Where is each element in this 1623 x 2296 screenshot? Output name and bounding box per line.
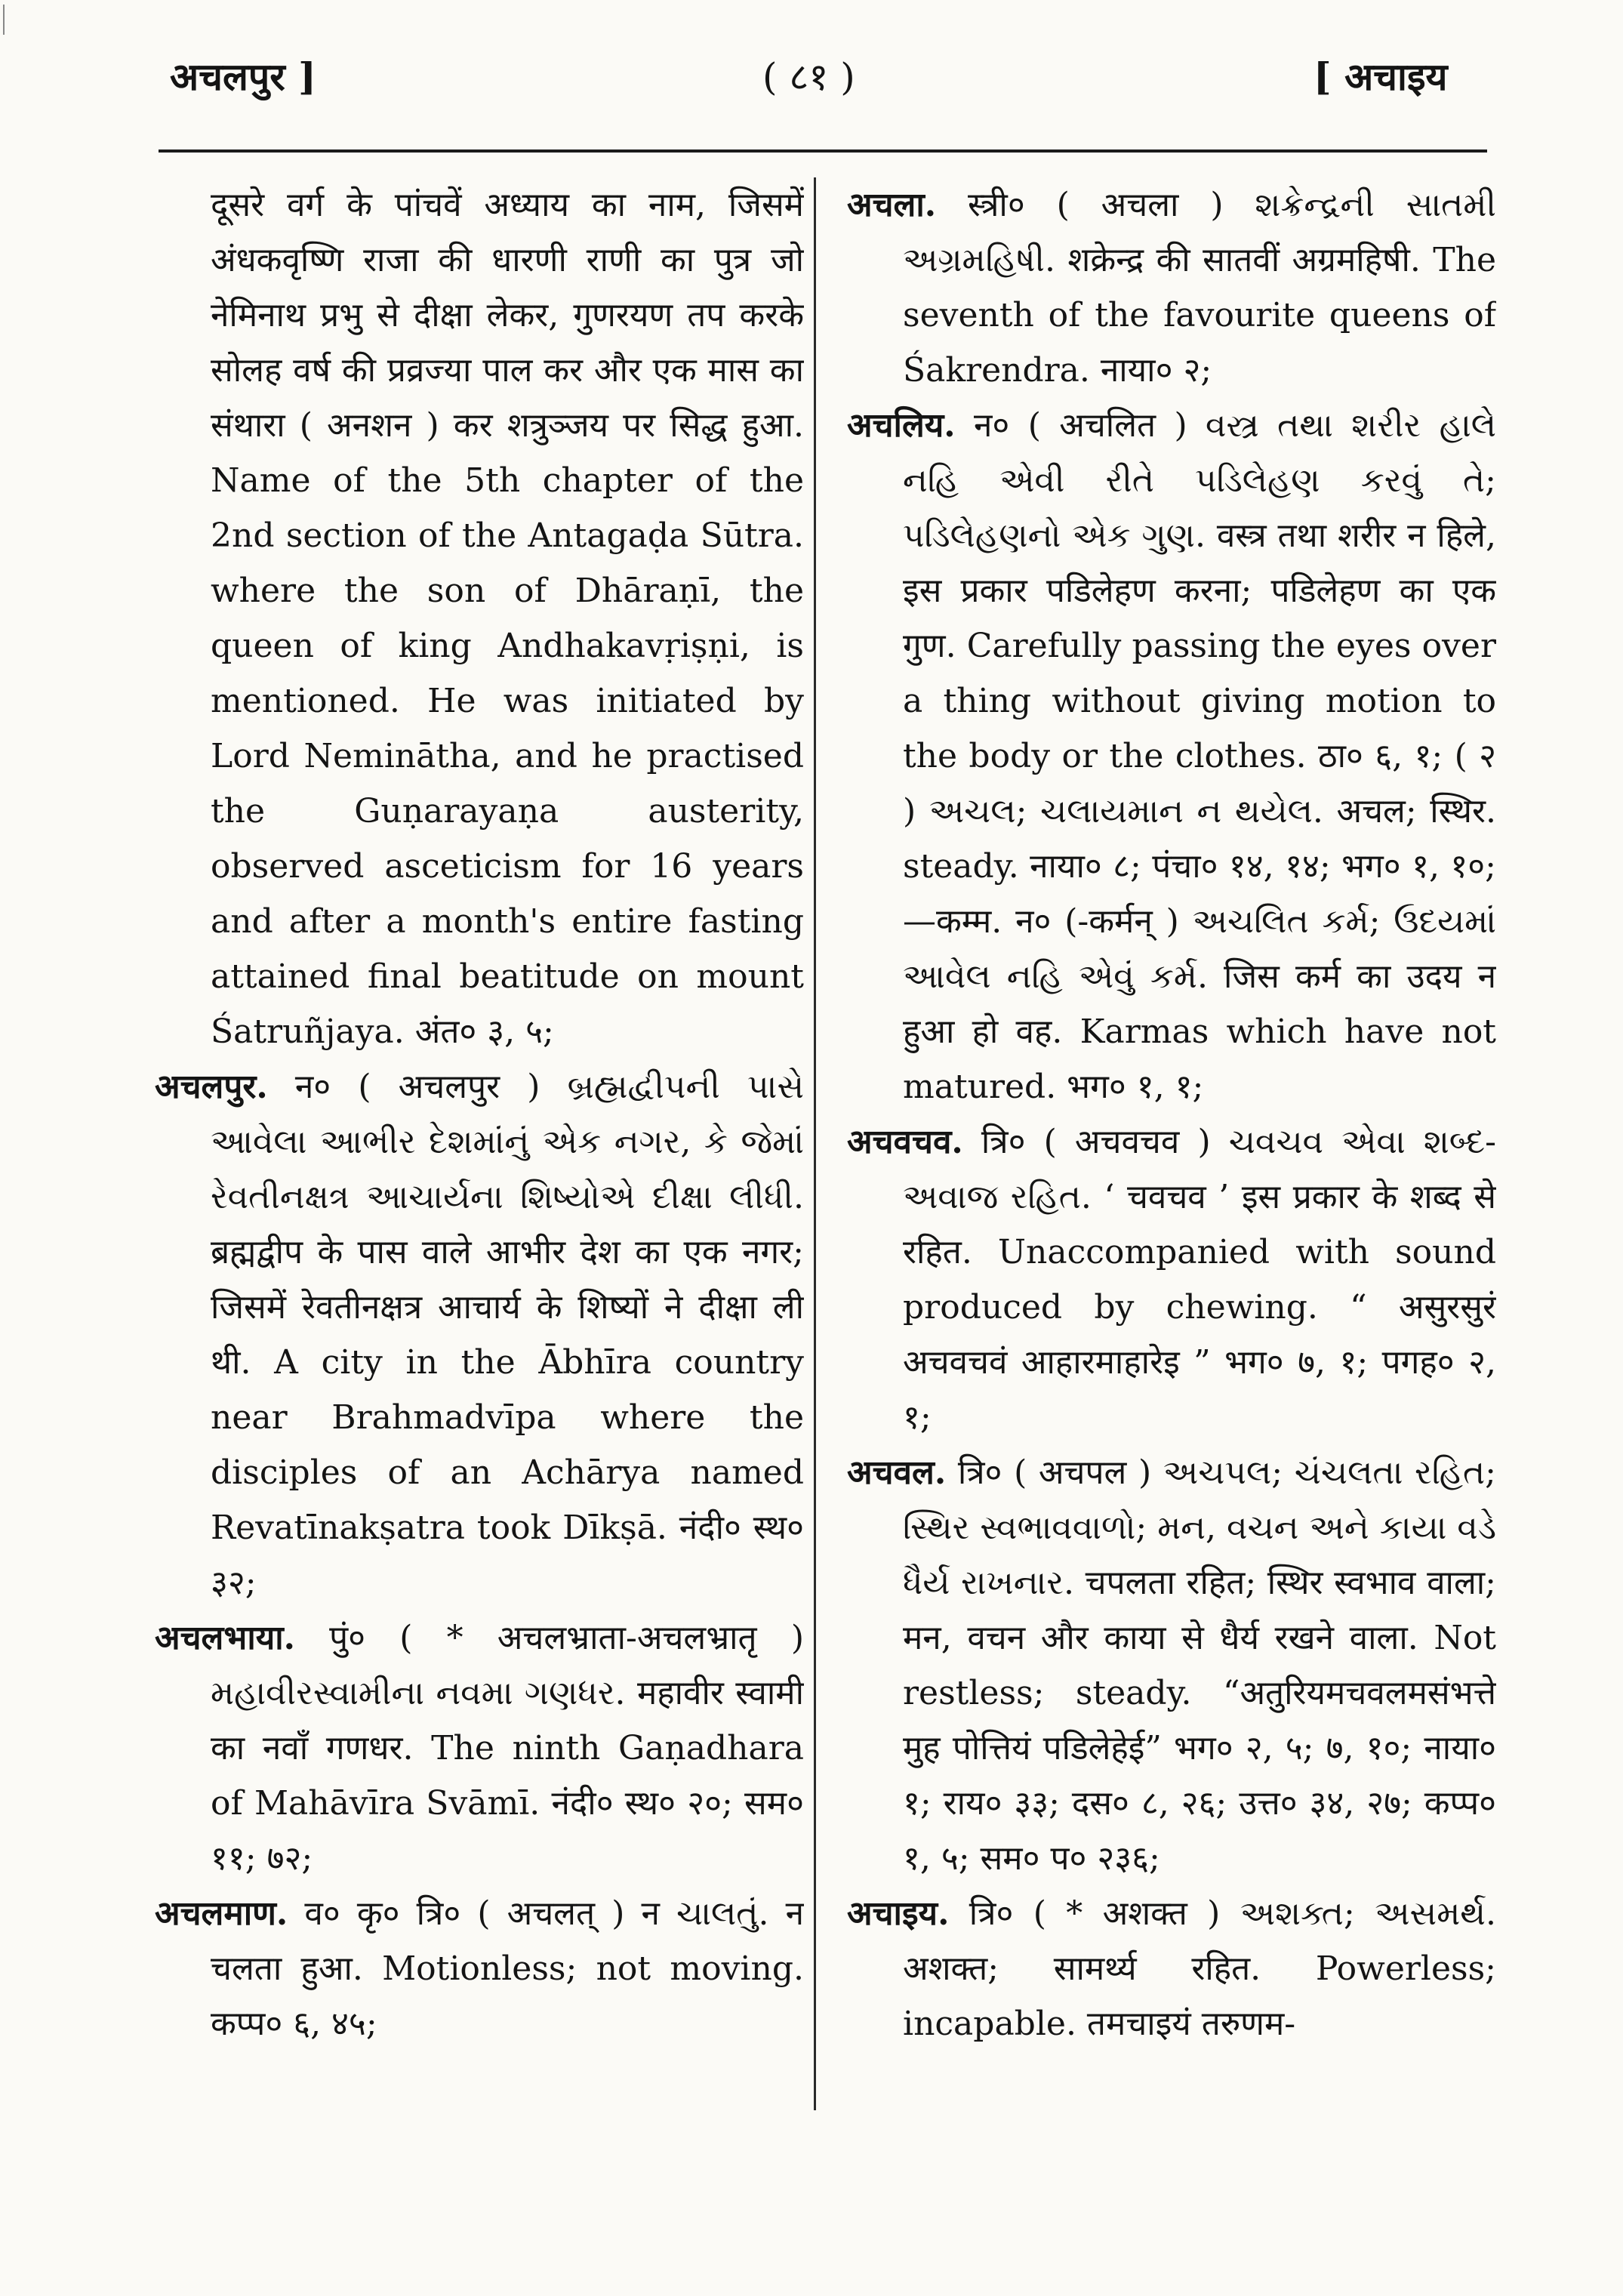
entry-achavachava: [847, 1114, 1496, 1445]
entry-headword: अचलमाण.: [155, 1894, 288, 1933]
entry-text: व० कृ० त्रि० ( अचलत् ) न ચાલતું. न चलता हुआ. Motionless; not moving. कप्प० ६, ४५;: [211, 1894, 804, 2043]
entry-headword: अचलपुर.: [155, 1068, 268, 1106]
entry-text: दूसरे वर्ग के पांचवें अध्याय का नाम, जिसमें अंधकवृष्णि राजा की धारणी राणी का पुत्र जो नेमिनाथ प्रभु से दीक्षा लेकर, गुणरयण तप करके सोलह वर्ष की प्रव्रज्या पाल कर और एक मास का संथारा ( अनशन ) कर शत्रुञ्जय पर सिद्ध हुआ. Name of the 5th chapter of the 2nd section of the Antagaḍa Sūtra. where the son of Dhāraṇī, the queen of king Andhakavṛiṣṇi, is mentioned. He was initiated by Lord Neminātha, and he practised the Guṇarayaṇa austerity, observed asceticism for 16 years and after a month's entire fasting attained final beatitude on mount Śatruñjaya. अंत० ३, ५;: [211, 186, 804, 1051]
entry-achalabhaya: [155, 1610, 804, 1886]
page-number: ( ८१ ): [762, 55, 855, 99]
entry-headword: अचला.: [847, 186, 937, 224]
entry-continuation: [155, 177, 804, 1059]
margin-mark: [3, 5, 15, 35]
entry-achala: [847, 177, 1496, 398]
entry-text: त्रि० ( अचपल ) અચપલ; ચંચલતા રહિત; સ્થિર સ્વભાવવાળો; મન, વચન અને કાયા વડે ધૈર્ય રાખનાર. चपलता रहित; स्थिर स्वभाव वाला; मन, वचन और काया से धैर्य रखने वाला. Not restless; steady. “अतुरियमचवलमसंभत्ते मुह पोत्तियं पडिलेहेई” भग० २, ५; ७, १०; नाया० १; राय० ३३; दस० ८, २६; उत्त० ३४, २७; कप्प० १, ५; सम० प० २३६;: [903, 1453, 1496, 1878]
entry-text: पुं० ( * अचलभ्राता-अचलभ्रातृ ) મહાવીરસ્વામીના નવમા ગણધર. महावीर स्वामी का नवाँ गणधर. The ninth Gaṇadhara of Mahāvīra Svāmī. नंदी० स्थ० २०; सम० ११; ७२;: [211, 1619, 804, 1878]
right-column: [847, 177, 1496, 2156]
entry-text: न० ( अचलपुर ) બ્રહ્મદ્વીપની પાસે આવેલા આભીર દેશમાંનું એક નગર, કે જેમાં રેવતીનક્ષત્ર આચાર્યના શિષ્યોએ દીક્ષા લીધી. ब्रह्मद्वीप के पास वाले आभीर देश का एक नगर; जिसमें रेवतीनक्षत्र आचार्य के शिष्यों ने दीक्षा ली थी. A city in the Ābhīra country near Brahmadvīpa where the disciples of an Achārya named Revatīnakṣatra took Dīkṣā. नंदी० स्थ० ३२;: [211, 1068, 804, 1602]
entry-achalamana: [155, 1886, 804, 2051]
entry-text: त्रि० ( * अशक्त ) અશક્ત; અસમર્થ. अशक्त; सामर्थ्य रहित. Powerless; incapable. तमचाइयं तरुणम-: [903, 1894, 1496, 2043]
entry-text: त्रि० ( अचवचव ) ચવચવ એવા શબ્દ-અવાજ રહિત. ‘ चवचव ’ इस प्रकार के शब्द से रहित. Unaccompanied with sound produced by chewing. “ असुरसुरं अचवचवं आहारमाहारेइ ” भग० ७, १; पगह० २, १;: [903, 1123, 1496, 1437]
column-divider: [814, 177, 816, 2110]
running-head-left: अचलपुर ]: [170, 54, 316, 99]
entry-headword: अचाइय.: [847, 1894, 950, 1933]
entry-achaliya: [847, 398, 1496, 1114]
entry-headword: अचलभाया.: [155, 1619, 295, 1657]
entry-achaiya: [847, 1886, 1496, 2051]
entry-achavala: [847, 1445, 1496, 1886]
entry-headword: अचवल.: [847, 1453, 947, 1492]
left-column: [155, 177, 804, 2156]
entry-text: स्त्री० ( अचला ) શક્રેન્દ્રની સાતમી અગ્રમહિષી. शक्रेन्द्र की सातवीं अग्रमहिषी. The seventh of the favourite queens of Śakrendra. नाया० २;: [903, 186, 1496, 390]
entry-text: न० ( अचलित ) વસ્ત્ર તથા શરીર હાલે નહિ એવી રીતે પડિલેહણ કરવું તે; પડિલેહણનો એક ગુણ. वस्त्र तथा शरीर न हिले, इस प्रकार पडिलेहण करना; पडिलेहण का एक गुण. Carefully passing the eyes over a thing without giving motion to the body or the clothes. ठा० ६, १; ( २ ) અચલ; ચલાયમાન ન થયેલ. अचल; स्थिर. steady. नाया० ८; पंचा० १४, १४; भग० १, १०;—कम्म. न० (-कर्मन् ) અચલિત કર્મ; ઉદયમાં આવેલ નહિ એવું કર્મ. जिस कर्म का उदय न हुआ हो वह. Karmas which have not matured. भग० १, १;: [903, 406, 1496, 1106]
entry-headword: अचवचव.: [847, 1123, 963, 1161]
running-head-right: [ अचाइय: [1313, 54, 1448, 99]
header-rule: [159, 149, 1487, 153]
entry-headword: अचलिय.: [847, 406, 956, 445]
entry-achalapura: [155, 1059, 804, 1610]
